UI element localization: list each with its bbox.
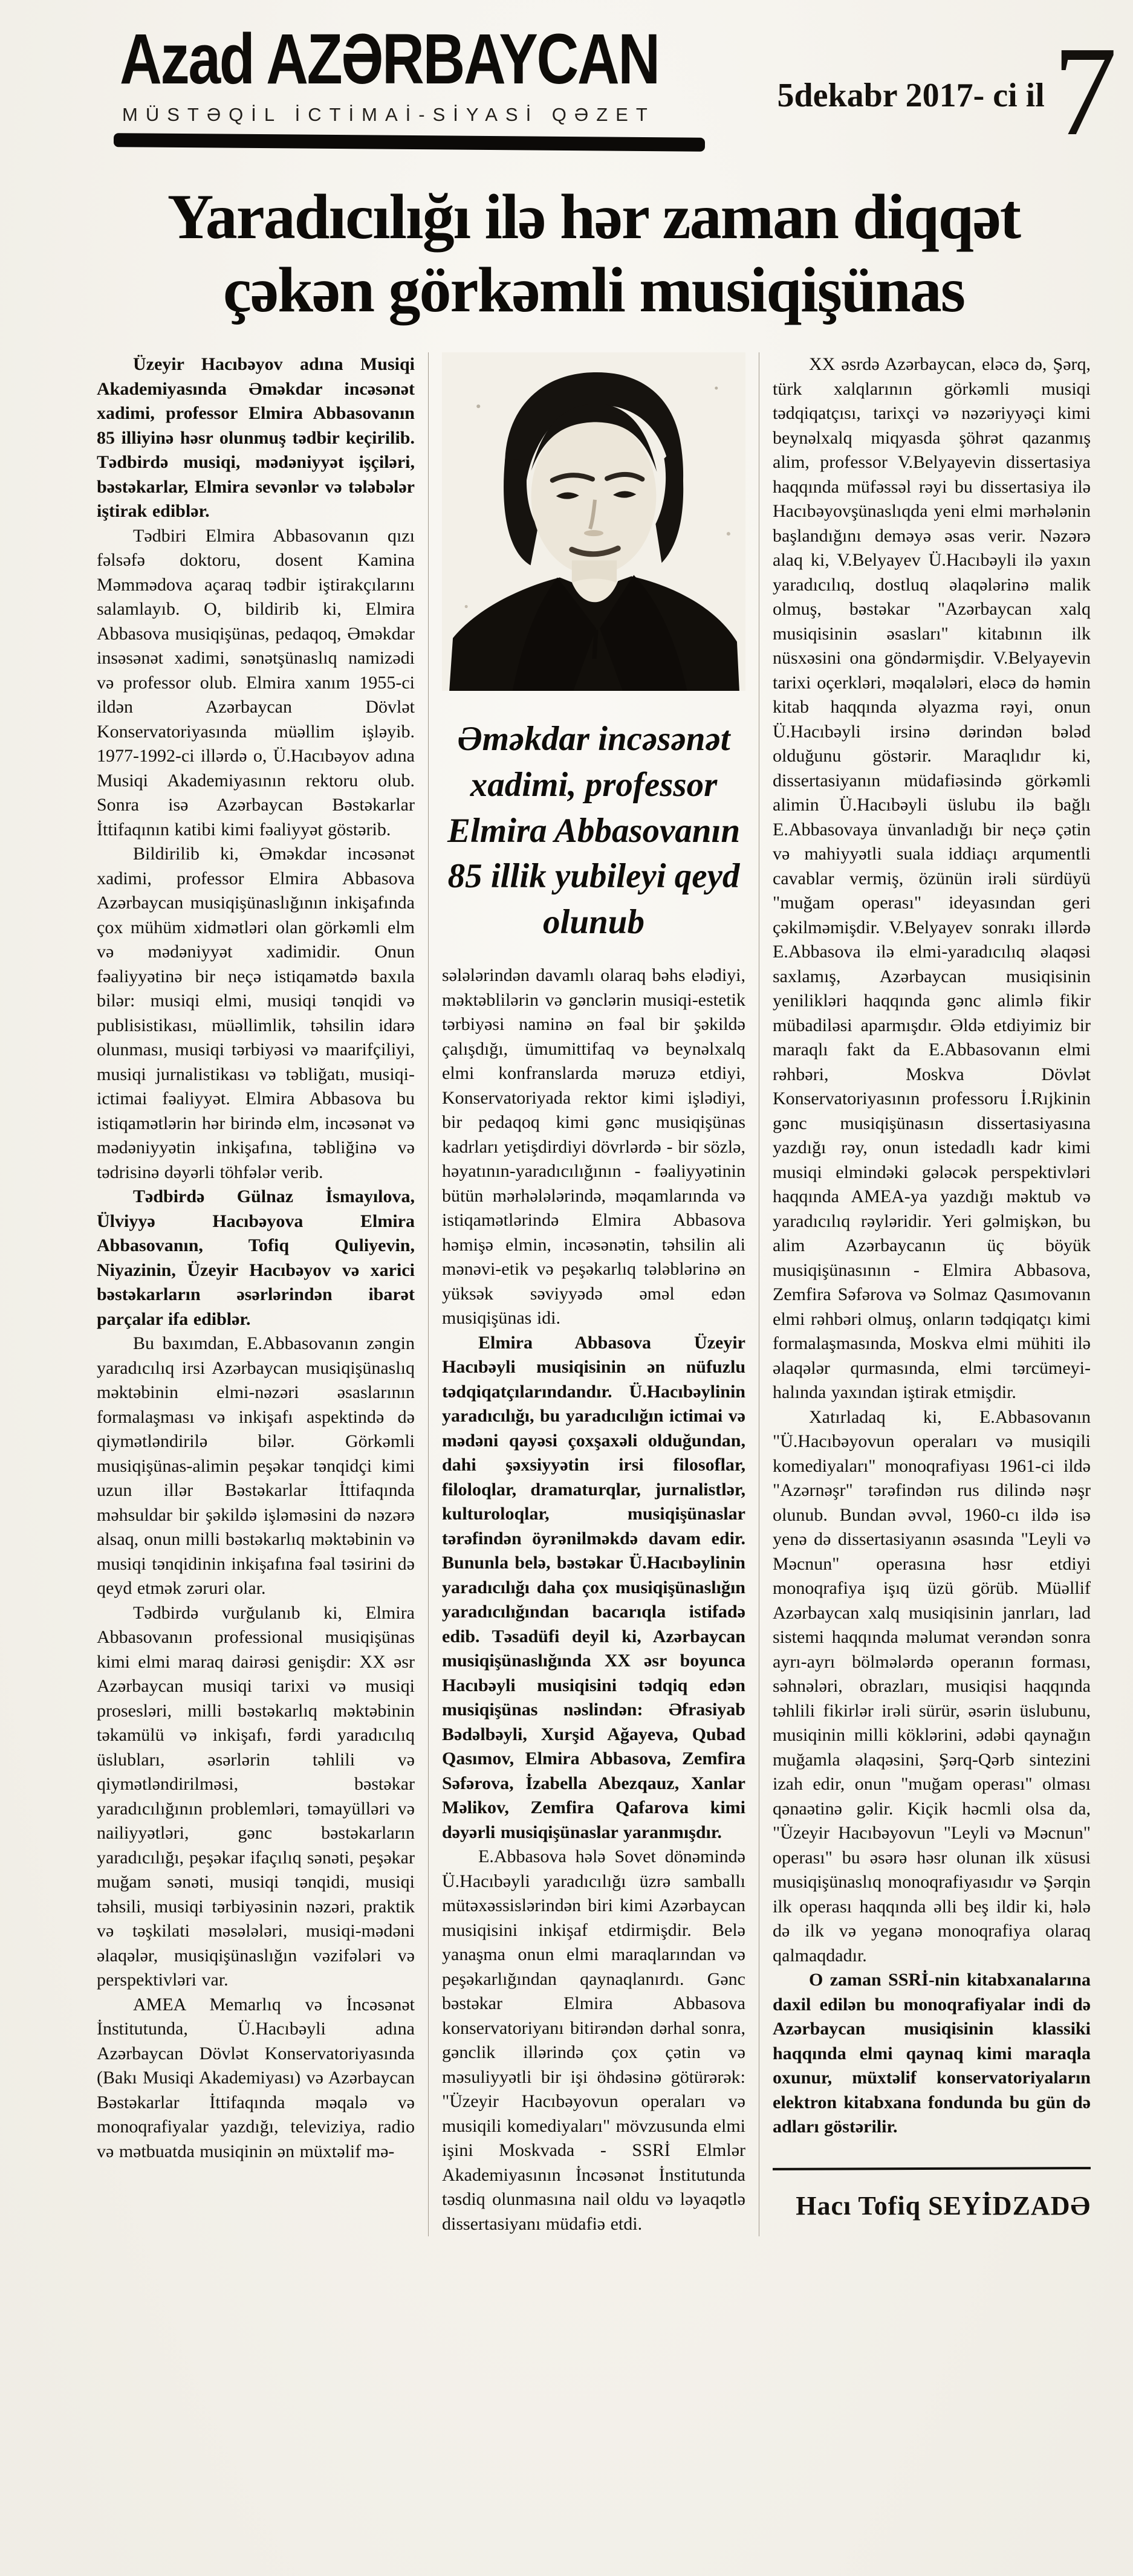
page-number: 7: [1053, 20, 1117, 162]
article-headline: Yaradıcılığı ilə hər zaman diqqət çəkən görkəmli musiqişünas: [167, 181, 1021, 326]
newspaper-subtitle: MÜSTƏQİL İCTİMAİ-SİYASİ QƏZET: [122, 104, 655, 126]
column-1: [97, 352, 428, 2236]
paragraph: AMEA Memarlıq və İncəsənət İnstitutunda, Ü.Hacıbəyli adına Azərbaycan Dövlət Konservatoriyasında (Bakı Musiqi Akademiyası) və Azərbaycan Bəstəkarlar İttifaqında məqalə və monoqrafiyalar yazdığı, televiziya, radio və mətbuatda musiqinin ən müxtəlif mə-: [97, 1994, 415, 2161]
masthead-left: [97, 19, 777, 149]
paragraph-continuation: sələlərindən davamlı olaraq bəhs elədiyi, məktəblilərin və gənclərin musiqi-estetik tərbiyəsi naminə ən fəal bir şəkildə çalışdığı, ümumittifaq və beynəlxalq elmi konfranslarda məruzə etdiyi, Konservatoriyada rektor kimi işlədiyi, bir pedaqoq kimi gənc musiqişünas kadrları yetişdirdiyi dövrlərdə - bir sözlə, həyatının-yaradıcılığının - fəaliyyətinin bütün mərhələlərində, məqamlarında və istiqamətlərində Elmira Abbasova həmişə elmin, incəsənətin, təhsilin ali mənəvi-etik və peşəkarlıq tələblərinə ən yüksək səviyyədə əməl edən musiqişünas idi.: [442, 965, 745, 1328]
masthead: [97, 19, 1117, 162]
paragraph: Tədbiri Elmira Abbasovanın qızı fəlsəfə doktoru, dosent Kamina Məmmədova açaraq tədbir iştirakçılarını salamlayıb. O, bildirib ki, Elmira Abbasova musiqişünas, pedaqoq, Əməkdar insəsənət xadimi, sənətşünaslıq namizədi və professor olub. Elmira xanım 1955-ci ildən Azərbaycan Dövlət Konservatoriyasında müəllim işləyib. 1977-1992-ci illərdə o, Ü.Hacıbəyov adına Musiqi Akademiyasının rektoru olub. Sonra isə Azərbaycan Bəstəkarlar İttifaqının katibi kimi fəaliyyət göstərib.: [97, 525, 415, 840]
byline: Hacı Tofiq SEYİDZADƏ: [796, 2190, 1091, 2221]
pull-quote: Əməkdar incəsənət xadimi, professor Elmira Abbasovanın 85 illik yubileyi qeyd olunub: [447, 720, 741, 942]
paragraph: Tədbirdə vurğulanıb ki, Elmira Abbasovanın professional musiqişünas kimi elmi maraq dairəsi genişdir: XX əsr Azərbaycan musiqi tarixi və musiqi prosesləri, milli bəstəkarlıq məktəbinin təkamülü və inkişafı, fərdi yaradıcılıq üslubları, əsərlərin təhlili və qiymətləndirilməsi, bəstəkar yaradıcılığının problemləri, təmayülləri və nailiyyətləri, gənc bəstəkarların yaradıcılığı, peşəkar ifaçılıq sənəti, peşəkar muğam sənəti, musiqi tənqidi, musiqi təhsili, musiqi tərbiyəsinin nəzəri, praktik və təşkilati məsələləri, musiqi-mədəni əlaqələr, musiqişünaslığın vəzifələri və perspektivləri var.: [97, 1602, 415, 1990]
paragraph: XX əsrdə Azərbaycan, eləcə də, Şərq, türk xalqlarının görkəmli musiqi tədqiqatçısı, tarixçi və nəzəriyyəçi kimi beynəlxalq miqyasda şöhrət qazanmış alim, professor V.Belyayevin dissertasiya haqqında müfəssəl rəyi bu dissertasiya ilə Hacıbəyovşünaslıqda yeni elmi mərhələnin başlandığını deməyə əsas verir. Nəzərə alaq ki, V.Belyayev Ü.Hacıbəyli ilə yaxın yaradıcılıq, dostluq əlaqələrinə malik olmuş, bəstəkar "Azərbaycan xalq musiqisinin əsasları" kitabının ilk nüsxəsini ona göndərmişdir. V.Belyayevin tarixi oçerkləri, məqalələri, eləcə də həmin kitab haqqında əlyazma rəyi, onun Ü.Hacıbəyli irsinə dərindən bələd olduğunu göstərir. Maraqlıdır ki, dissertasiyanın müdafiəsində görkəmli alimin Ü.Hacıbəyli üslubu ilə bağlı E.Abbasovaya ünvanladığı bir neçə çətin və mahiyyətli suala iddiaçı arqumentli cavablar vermiş, özünün irəli sürdüyü "muğam operası" ideyasından geri çəkilməmişdir. V.Belyayev sonrakı illərdə E.Abbasova ilə elmi-yaradıcılıq əlaqəsi saxlamış, Azərbaycan musiqisinin yenilikləri haqqında gənc alimlə fikir mübadiləsi aparmışdır. Əldə etdiyimiz bir maraqlı fakt da E.Abbasovanın elmi rəhbəri, Moskva Dövlət Konservatoriyasının professoru İ.Rıjkinin gənc musiqişünasın dissertasiyasına yazdığı rəy, onun istedadlı kadr kimi musiqi elmindəki gələcək perspektivləri haqqında AMEA-ya yazdığı məktub və yaradıcılıq rəyləridir. Yeri gəlmişkən, bu alim Azərbaycanın üç böyük musiqişünasının - Elmira Abbasova, Zemfira Səfərova və Solmaz Qasımovanın elmi rəhbəri olmuş, onların tədqiqatçı kimi formalaşmasında, Moskva elmi mühiti ilə əlaqələr qurmasında, elmi tərcümeyi-halında yaxından iştirak etmişdir.: [773, 354, 1091, 1403]
paragraph: E.Abbasova hələ Sovet dönəmində Ü.Hacıbəyli yaradıcılığı üzrə samballı mütəxəssislərindən biri kimi Azərbaycan musiqisini inkişaf etdirmişdir. Belə yanaşma onun elmi maraqlarından və peşəkarlığından qaynaqlanırdı. Gənc bəstəkar Elmira Abbasova konservatoriyanı bitirəndən dərhal sonra, gənclik illərində çox çətin və məsuliyyətli bir işi öhdəsinə götürərək: "Üzeyir Hacıbəyovun operaları və musiqili komediyaları" mövzusunda elmi işini Moskvada - SSRİ Elmlər Akademiyasının İncəsənət İnstitutunda təsdiq olunmasına nail oldu və ləyaqətlə dissertasiyanı müdafiə etdi.: [442, 1846, 745, 2234]
masthead-right: [777, 20, 1117, 162]
column-3: [759, 352, 1091, 2236]
newspaper-title: Azad AZƏRBAYCAN: [120, 19, 659, 99]
masthead-rule: [114, 134, 705, 152]
portrait-photo: [442, 352, 745, 691]
paragraph: Tədbirdə Gülnaz İsmayılova, Ülviyyə Hacıbəyova Elmira Abbasovanın, Tofiq Quliyevin, Niyazinin, Üzeyir Hacıbəyov və xarici bəstəkarların əsərlərindən ibarət parçalar ifa ediblər.: [97, 1186, 415, 1329]
paragraph: Elmira Abbasova Üzeyir Hacıbəyli musiqisinin ən nüfuzlu tədqiqatçılarındandır. Ü.Hacıbəylinin yaradıcılığı, bu yaradıcılığın ictimai və mədəni qayəsi çoxşaxəli olduğundan, dahi şəxsiyyətin irsi filosoflar, filoloqlar, dramaturqlar, jurnalistlər, kulturoloqlar, musiqişünaslar tərəfindən öyrənilməkdə davam edir. Bununla belə, bəstəkar Ü.Hacıbəylinin yaradıcılığı daha çox musiqişünaslığın yaradıcılığından bacarıqla istifadə edib. Təsadüfi deyil ki, Azərbaycan musiqişünaslığında XX əsr boyunca Hacıbəyli musiqisini tədqiq edən musiqişünas nəslindən: Əfrasiyab Bədəlbəyli, Xurşid Ağayeva, Qubad Qasımov, Elmira Abbasova, Zemfira Səfərova, İzabella Abezqauz, Xanlar Məlikov, Zemfira Qafarova kimi dəyərli musiqişünaslar yaranmışdır.: [442, 1332, 745, 1842]
paragraph: Bildirilib ki, Əməkdar incəsənət xadimi, professor Elmira Abbasova Azərbaycan musiqişünaslığının inkişafında çox mühüm xidmətləri olan görkəmli elm və mədəniyyət xadimidir. Onun fəaliyyətinə bir neçə istiqamətdə baxıla bilər: musiqi elmi, musiqi tənqidi və publisistikası, müəllimlik, təhsilin idarə olunması, musiqi tərbiyəsi və maarifçiliyi, musiqi jurnalistikası və təbliğatı, musiqi-ictimai fəaliyyət. Elmira Abbasova bu istiqamətlərin hər birində elm, incəsənət və mədəniyyətin inkişafına, təbliğinə və tədrisinə dəyərli töhfələr verib.: [97, 844, 415, 1182]
paragraph: Xatırladaq ki, E.Abbasovanın "Ü.Hacıbəyovun operaları və musiqili komediyaları" monoqrafiyası 1961-ci ildə "Azərnəşr" tərəfindən rus dilində nəşr olunub. Bundan əvvəl, 1960-cı ildə isə yenə də dissertasiyanın əsasında "Leyli və Məcnun" operasına həsr etdiyi monoqrafiya işıq üzü görüb. Müəllif Azərbaycan xalq musiqisinin janrları, lad sistemi haqqında məlumat verəndən sonra ayrı-ayrı bölmələrdə operanın forması, səhnələri, obrazları, musiqisi haqqında təhlili fikirlər irəli sürür, əsərin üslubunu, musiqinin milli köklərini, ədəbi qaynağın muğamla əlaqəsini, Şərq-Qərb sintezini izah edir, onun "muğam operası" olması qənaətinə gəlir. Kiçik həcmli olsa da, "Üzeyir Hacıbəyovun "Leyli və Məcnun" operası" bu əsərə həsr olunan ilk xüsusi musiqişünaslıq monoqrafiyasıdır və Şərqin ilk operası haqqında əlli beş ildir ki, hələ də ilk və yeganə monoqrafiya olaraq qalmaqdadır.: [773, 1406, 1091, 1966]
byline-rule: [773, 2167, 1091, 2170]
article-body: [97, 352, 1091, 2236]
paragraph: Bu baxımdan, E.Abbasovanın zəngin yaradıcılıq irsi Azərbaycan musiqişünaslıq məktəbinin elmi-nəzəri əsaslarının formalaşması və inkişafı aspektində də qiymətləndirilə bilər. Görkəmli musiqişünas-alimin peşəkar tənqidçi kimi uzun illər Bəstəkarlar İttifaqında məhsuldar bir şəkildə işləməsini də nəzərə alsaq, onun milli bəstəkarlıq məktəbinin və musiqi tənqidinin inkişafına fəal təsirini də qeyd etmək zəruri olar.: [97, 1333, 415, 1599]
lede-paragraph: Üzeyir Hacıbəyov adına Musiqi Akademiyasında Əməkdar incəsənət xadimi, professor Elmira Abbasovanın 85 illiyinə həsr olunmuş tədbir keçirilib. Tədbirdə musiqi, mədəniyyət işçiləri, bəstəkarlar, Elmira sevənlər və tələbələr iştirak ediblər.: [97, 354, 415, 522]
issue-date: 5dekabr 2017- ci il: [777, 77, 1045, 114]
portrait-photo-illustration: [442, 352, 745, 691]
paragraph: O zaman SSRİ-nin kitabxanalarına daxil edilən bu monoqrafiyalar indi də Azərbaycan musiqisinin klassiki haqqında elmi qaynaq kimi maraqla oxunur, müxtəlif konservatoriyaların elektron kitabxana fondunda bu gün də adları göstərilir.: [773, 1970, 1091, 2137]
column-2: [428, 352, 759, 2236]
